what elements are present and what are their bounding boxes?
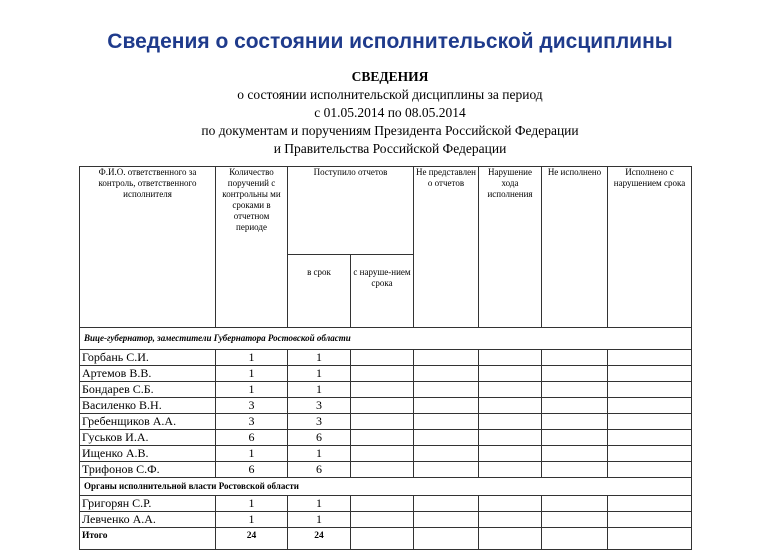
- count-value: 3: [216, 398, 288, 414]
- on-time-value: 1: [288, 350, 351, 366]
- header-on-time: в срок: [288, 255, 351, 328]
- empty-cell: [542, 366, 608, 382]
- empty-cell: [479, 414, 542, 430]
- empty-cell: [351, 382, 414, 398]
- heading-line-2: о состоянии исполнительской дисциплины за период: [237, 87, 543, 102]
- header-not-submitted: Не представлен о отчетов: [414, 167, 479, 328]
- person-name: Василенко В.Н.: [80, 398, 216, 414]
- slide-title: Сведения о состоянии исполнительской дисциплины: [107, 30, 673, 53]
- empty-cell: [351, 350, 414, 366]
- table-header-row: [80, 167, 692, 255]
- header-violation: Нарушение хода исполнения: [479, 167, 542, 328]
- empty-cell: [414, 398, 479, 414]
- table-row: [80, 350, 692, 366]
- empty-cell: [414, 366, 479, 382]
- empty-cell: [351, 398, 414, 414]
- empty-cell: [542, 528, 608, 550]
- count-value: 3: [216, 414, 288, 430]
- empty-cell: [542, 430, 608, 446]
- count-value: 1: [216, 512, 288, 528]
- person-name: Левченко А.А.: [80, 512, 216, 528]
- table-row: [80, 382, 692, 398]
- empty-cell: [542, 350, 608, 366]
- person-name: Гуськов И.А.: [80, 430, 216, 446]
- table-row: [80, 366, 692, 382]
- empty-cell: [608, 446, 692, 462]
- empty-cell: [479, 430, 542, 446]
- count-value: 1: [216, 446, 288, 462]
- count-value: 1: [216, 382, 288, 398]
- empty-cell: [542, 414, 608, 430]
- count-value: 1: [216, 366, 288, 382]
- empty-cell: [608, 528, 692, 550]
- empty-cell: [414, 446, 479, 462]
- empty-cell: [479, 512, 542, 528]
- empty-cell: [608, 350, 692, 366]
- empty-cell: [479, 398, 542, 414]
- header-count: Количество поручений с контрольны ми сроками в отчетном периоде: [216, 167, 288, 328]
- empty-cell: [608, 496, 692, 512]
- section-row: [80, 478, 692, 496]
- section-title-2: Органы исполнительной власти Ростовской области: [80, 478, 692, 496]
- empty-cell: [414, 528, 479, 550]
- person-name: Артемов В.В.: [80, 366, 216, 382]
- on-time-value: 1: [288, 446, 351, 462]
- table-row: [80, 462, 692, 478]
- empty-cell: [542, 496, 608, 512]
- table-row: [80, 446, 692, 462]
- empty-cell: [608, 462, 692, 478]
- empty-cell: [479, 528, 542, 550]
- empty-cell: [608, 430, 692, 446]
- empty-cell: [608, 414, 692, 430]
- report-heading: [0, 68, 780, 158]
- empty-cell: [351, 366, 414, 382]
- table-row: [80, 512, 692, 528]
- total-row: [80, 528, 692, 550]
- header-not-done: Не исполнено: [542, 167, 608, 328]
- empty-cell: [414, 350, 479, 366]
- total-count: 24: [216, 528, 288, 550]
- on-time-value: 1: [288, 366, 351, 382]
- table-row: [80, 430, 692, 446]
- empty-cell: [542, 398, 608, 414]
- empty-cell: [608, 512, 692, 528]
- table-row: [80, 414, 692, 430]
- header-done-late: Исполнено с нарушением срока: [608, 167, 692, 328]
- on-time-value: 1: [288, 512, 351, 528]
- empty-cell: [542, 512, 608, 528]
- heading-line-5: и Правительства Российской Федерации: [273, 141, 507, 156]
- person-name: Бондарев С.Б.: [80, 382, 216, 398]
- empty-cell: [479, 496, 542, 512]
- on-time-value: 6: [288, 462, 351, 478]
- empty-cell: [608, 382, 692, 398]
- empty-cell: [414, 496, 479, 512]
- empty-cell: [479, 350, 542, 366]
- header-late: с наруше-нием срока: [351, 255, 414, 328]
- header-received: Поступило отчетов: [288, 167, 414, 255]
- empty-cell: [479, 462, 542, 478]
- empty-cell: [351, 414, 414, 430]
- empty-cell: [608, 366, 692, 382]
- on-time-value: 1: [288, 496, 351, 512]
- empty-cell: [414, 382, 479, 398]
- section-row: [80, 328, 692, 350]
- empty-cell: [414, 430, 479, 446]
- empty-cell: [414, 462, 479, 478]
- header-fio: Ф.И.О. ответственного за контроль, ответственного исполнителя: [80, 167, 216, 328]
- table-row: [80, 398, 692, 414]
- section-title-1: Вице-губернатор, заместители Губернатора Ростовской области: [80, 328, 692, 350]
- count-value: 1: [216, 496, 288, 512]
- count-value: 1: [216, 350, 288, 366]
- count-value: 6: [216, 462, 288, 478]
- empty-cell: [351, 430, 414, 446]
- table-row: [80, 496, 692, 512]
- person-name: Трифонов С.Ф.: [80, 462, 216, 478]
- empty-cell: [414, 512, 479, 528]
- empty-cell: [351, 512, 414, 528]
- count-value: 6: [216, 430, 288, 446]
- person-name: Гребенщиков А.А.: [80, 414, 216, 430]
- heading-line-4: по документам и поручениям Президента Российской Федерации: [201, 123, 579, 138]
- heading-line-1: СВЕДЕНИЯ: [351, 69, 429, 84]
- empty-cell: [542, 446, 608, 462]
- on-time-value: 6: [288, 430, 351, 446]
- empty-cell: [479, 366, 542, 382]
- on-time-value: 3: [288, 398, 351, 414]
- person-name: Ищенко А.В.: [80, 446, 216, 462]
- person-name: Григорян С.Р.: [80, 496, 216, 512]
- empty-cell: [542, 462, 608, 478]
- discipline-table: [79, 166, 692, 550]
- empty-cell: [414, 414, 479, 430]
- empty-cell: [351, 528, 414, 550]
- empty-cell: [479, 382, 542, 398]
- on-time-value: 1: [288, 382, 351, 398]
- on-time-value: 3: [288, 414, 351, 430]
- empty-cell: [351, 446, 414, 462]
- empty-cell: [479, 446, 542, 462]
- empty-cell: [351, 496, 414, 512]
- empty-cell: [351, 462, 414, 478]
- total-on-time: 24: [288, 528, 351, 550]
- person-name: Горбань С.И.: [80, 350, 216, 366]
- empty-cell: [608, 398, 692, 414]
- heading-line-3: с 01.05.2014 по 08.05.2014: [314, 105, 466, 120]
- empty-cell: [542, 382, 608, 398]
- total-label: Итого: [80, 528, 216, 550]
